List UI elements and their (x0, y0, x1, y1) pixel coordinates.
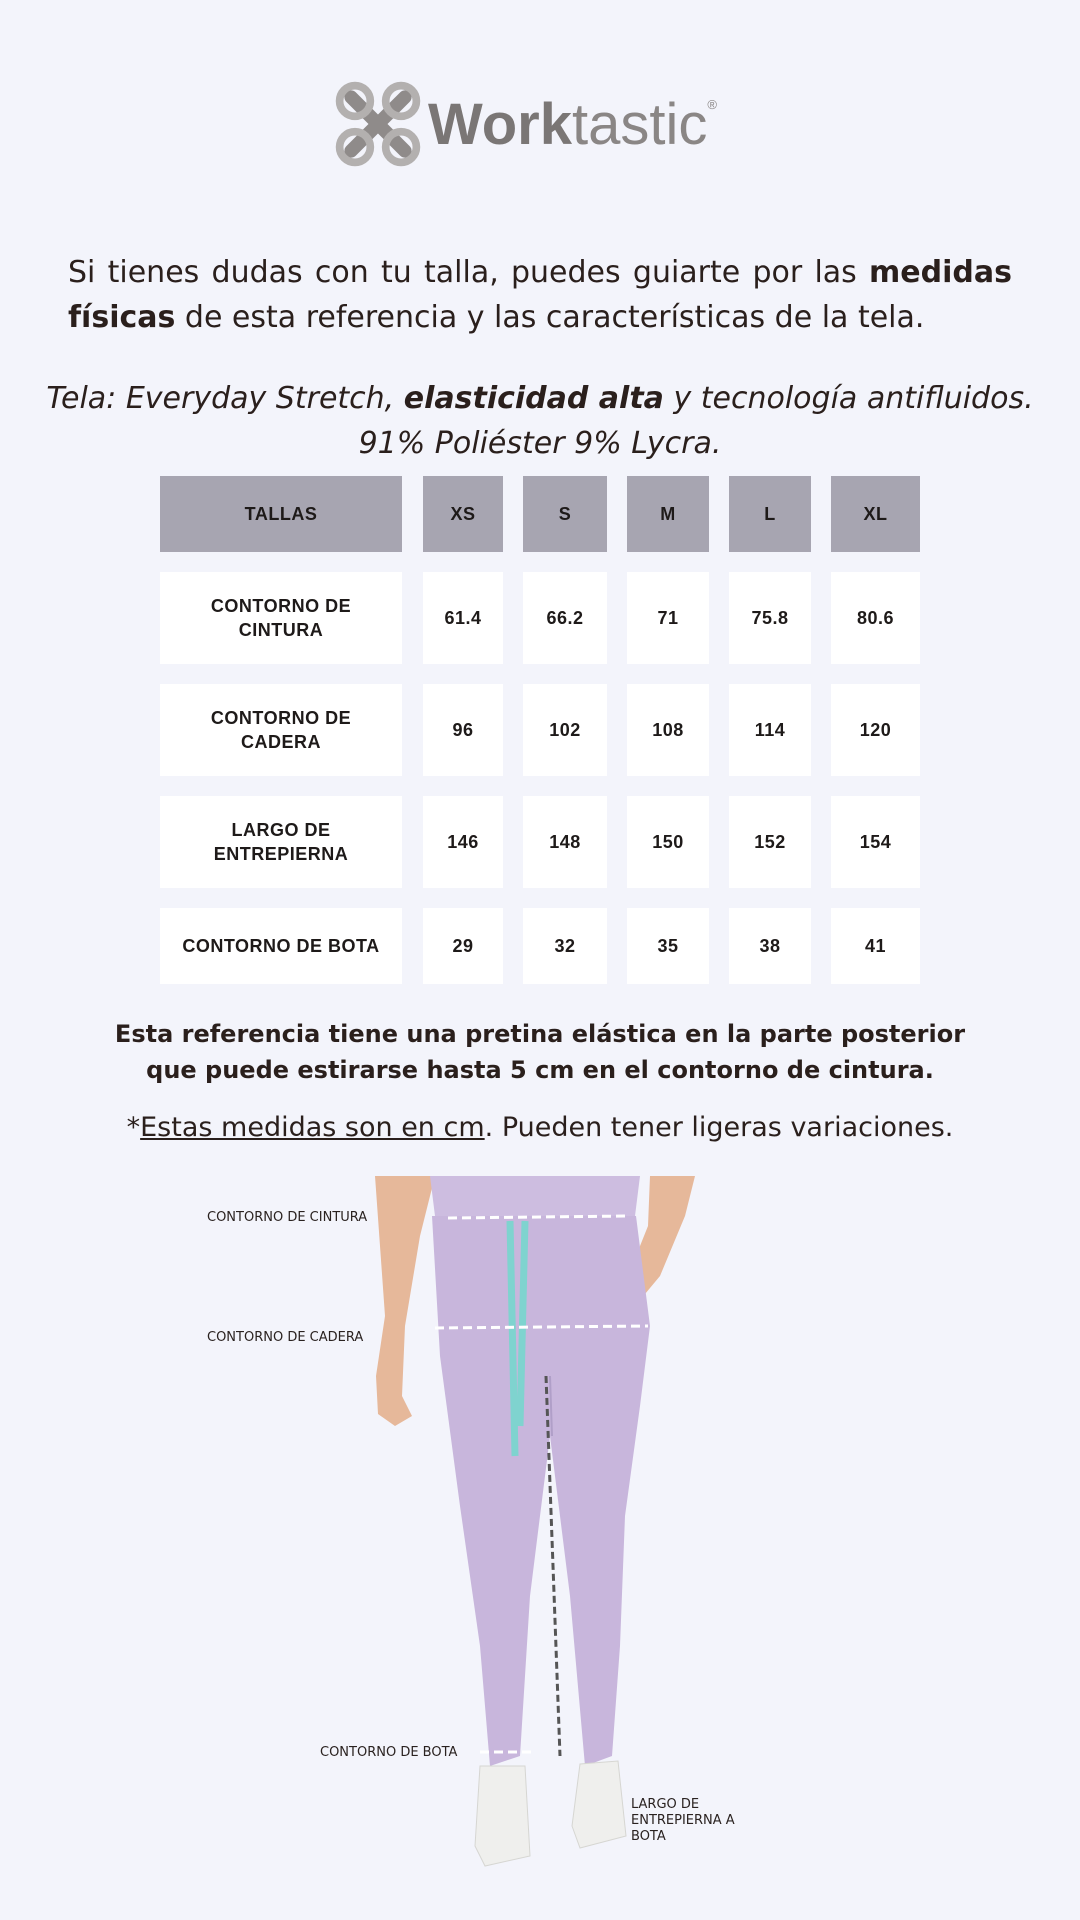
label-hip: CONTORNO DE CADERA (207, 1330, 364, 1345)
label-hem: CONTORNO DE BOTA (320, 1745, 458, 1760)
table-cell: 35 (627, 908, 709, 984)
table-row-label: CONTORNO DE BOTA (160, 908, 402, 984)
table-header-size: M (627, 476, 709, 552)
left-arm-shape (375, 1176, 435, 1426)
table-header-size: XL (831, 476, 920, 552)
table-cell: 38 (729, 908, 811, 984)
table-header-size: XS (423, 476, 503, 552)
table-cell: 148 (523, 796, 607, 888)
table-cell: 80.6 (831, 572, 920, 664)
brand-logo (330, 72, 730, 176)
table-cell: 41 (831, 908, 920, 984)
table-cell: 150 (627, 796, 709, 888)
note-line-1: Esta referencia tiene una pretina elástica en la parte posterior (114, 1020, 966, 1048)
table-header-tallas: TALLAS (160, 476, 402, 552)
table-row-label: CONTORNO DE CADERA (160, 684, 402, 776)
label-inseam: LARGO DE ENTREPIERNA A BOTA (631, 1797, 735, 1844)
worktastic-logo-icon (330, 74, 426, 174)
table-cell: 114 (729, 684, 811, 776)
units-disclaimer: *Estas medidas son en cm. Pueden tener ligeras variaciones. (126, 1112, 954, 1143)
right-shoe (572, 1761, 626, 1848)
table-cell: 29 (423, 908, 503, 984)
table-cell: 61.4 (423, 572, 503, 664)
table-cell: 120 (831, 684, 920, 776)
table-cell: 32 (523, 908, 607, 984)
waistband-note (100, 1016, 980, 1088)
table-cell: 102 (523, 684, 607, 776)
fabric-line-1: Tela: Everyday Stretch, elasticidad alta y tecnología antifluidos. (46, 381, 1034, 416)
table-cell: 154 (831, 796, 920, 888)
table-cell: 108 (627, 684, 709, 776)
table-row-label: LARGO DE ENTREPIERNA (160, 796, 402, 888)
table-cell: 66.2 (523, 572, 607, 664)
shirt-shape (430, 1176, 640, 1216)
pants-shape (432, 1216, 650, 1766)
table-cell: 96 (423, 684, 503, 776)
left-shoe (475, 1766, 530, 1866)
fabric-info (40, 376, 1040, 466)
table-header-size: S (523, 476, 607, 552)
brand-name: Worktastic® (428, 91, 717, 157)
intro-paragraph: Si tienes dudas con tu talla, puedes guiarte por las medidas físicas de esta referencia y las características de la tela. (68, 255, 1012, 335)
pants-measurement-illustration (180, 1176, 740, 1876)
note-line-2: que puede estirarse hasta 5 cm en el contorno de cintura. (146, 1056, 934, 1084)
label-waist: CONTORNO DE CINTURA (207, 1210, 368, 1225)
table-cell: 146 (423, 796, 503, 888)
table-cell: 75.8 (729, 572, 811, 664)
table-cell: 71 (627, 572, 709, 664)
table-header-size: L (729, 476, 811, 552)
table-row-label: CONTORNO DE CINTURA (160, 572, 402, 664)
table-cell: 152 (729, 796, 811, 888)
fabric-line-2: 91% Poliéster 9% Lycra. (358, 426, 722, 461)
